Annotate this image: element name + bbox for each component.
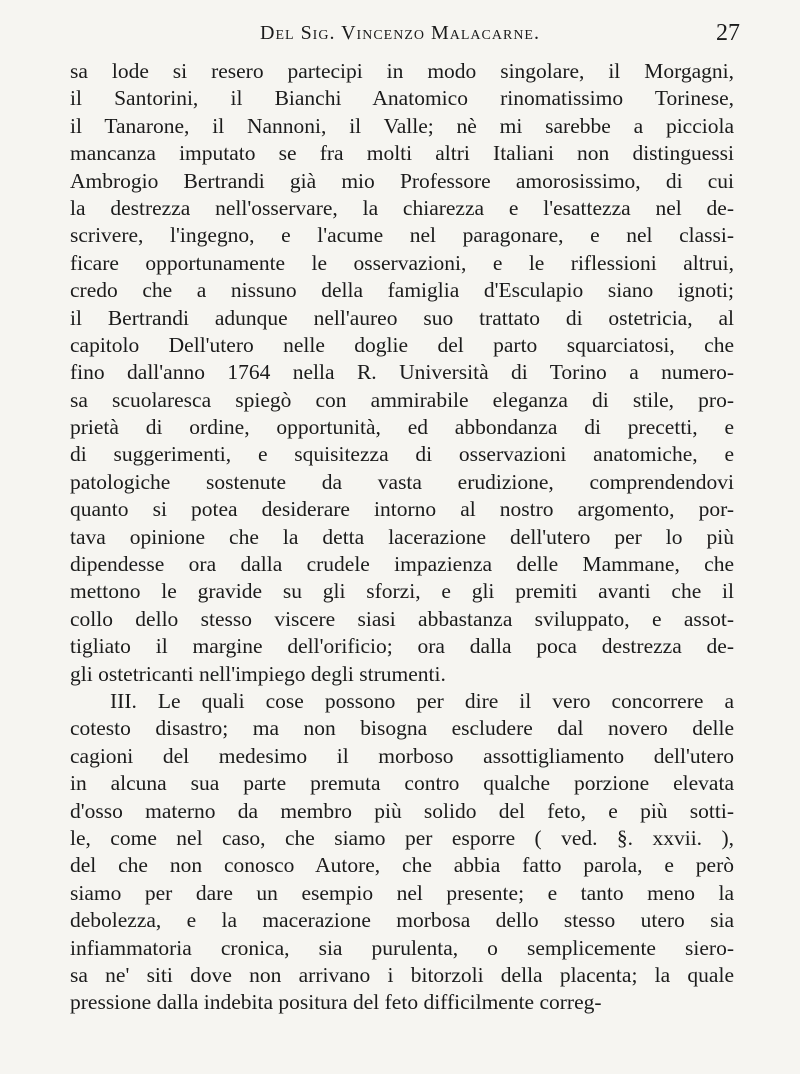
text-line: dipendesse ora dalla crudele impazienza delle Mammane, che [70, 552, 734, 577]
text-line: siamo per dare un esempio nel presente; e tanto meno la [70, 880, 734, 905]
text-line: ficare opportunamente le osservazioni, e le riflessioni altrui, [70, 250, 734, 275]
text-line: tigliato il margine dell'orificio; ora dalla poca destrezza de- [70, 634, 734, 659]
text-line: la destrezza nell'osservare, la chiarezza e l'esattezza nel de- [70, 195, 734, 220]
page-number: 27 [716, 20, 740, 46]
text-line: del che non conosco Autore, che abbia fatto parola, e però [70, 853, 734, 878]
text-line: cagioni del medesimo il morboso assottigliamento dell'utero [70, 743, 734, 768]
text-line: collo dello stesso viscere siasi abbastanza sviluppato, e assot- [70, 606, 734, 631]
text-line: prietà di ordine, opportunità, ed abbondanza di precetti, e [70, 415, 734, 440]
text-line: quanto si potea desiderare intorno al nostro argomento, por- [70, 497, 734, 522]
text-line: d'osso materno da membro più solido del feto, e più sotti- [70, 798, 734, 823]
text-line: debolezza, e la macerazione morbosa dello stesso utero sia [70, 908, 734, 933]
text-line: III. Le quali cose possono per dire il vero concorrere a [110, 688, 734, 713]
text-line: pressione dalla indebita positura del feto difficilmente correg- [70, 990, 602, 1015]
text-line: patologiche sostenute da vasta erudizione, comprendendovi [70, 469, 734, 494]
text-line: Ambrogio Bertrandi già mio Professore amorosissimo, di cui [70, 168, 734, 193]
text-line: gli ostetricanti nell'impiego degli strumenti. [70, 661, 446, 686]
page-header [70, 20, 740, 52]
text-line: scrivere, l'ingegno, e l'acume nel paragonare, e nel classi- [70, 223, 734, 248]
text-line: fino dall'anno 1764 nella R. Università di Torino a numero- [70, 360, 734, 385]
text-line: il Tanarone, il Nannoni, il Valle; nè mi sarebbe a picciola [70, 113, 734, 138]
text-line: capitolo Dell'utero nelle doglie del parto squarciatosi, che [70, 332, 734, 357]
text-line: credo che a nissuno della famiglia d'Esculapio siano ignoti; [70, 278, 734, 303]
text-line: mancanza imputato se fra molti altri Italiani non distinguessi [70, 141, 734, 166]
text-line: infiammatoria cronica, sia purulenta, o semplicemente siero- [70, 935, 734, 960]
text-line: di suggerimenti, e squisitezza di osservazioni anatomiche, e [70, 442, 734, 467]
text-line: mettono le gravide su gli sforzi, e gli premiti avanti che il [70, 579, 734, 604]
text-line: le, come nel caso, che siamo per esporre ( ved. §. xxvii. ), [70, 825, 734, 850]
text-line: sa lode si resero partecipi in modo singolare, il Morgagni, [70, 59, 734, 83]
text-line: cotesto disastro; ma non bisogna escludere dal novero delle [70, 716, 734, 741]
text-line: tava opinione che la detta lacerazione dell'utero per lo più [70, 524, 734, 549]
text-line: sa scuolaresca spiegò con ammirabile eleganza di stile, pro- [70, 387, 734, 412]
page-body [70, 58, 734, 1017]
text-line: il Bertrandi adunque nell'aureo suo trattato di ostetricia, al [70, 305, 734, 330]
text-line: in alcuna sua parte premuta contro qualche porzione elevata [70, 771, 734, 796]
running-head: Del Sig. Vincenzo Malacarne. [260, 22, 540, 44]
text-line: sa ne' siti dove non arrivano i bitorzoli della placenta; la quale [70, 962, 734, 987]
text-line: il Santorini, il Bianchi Anatomico rinomatissimo Torinese, [70, 86, 734, 111]
